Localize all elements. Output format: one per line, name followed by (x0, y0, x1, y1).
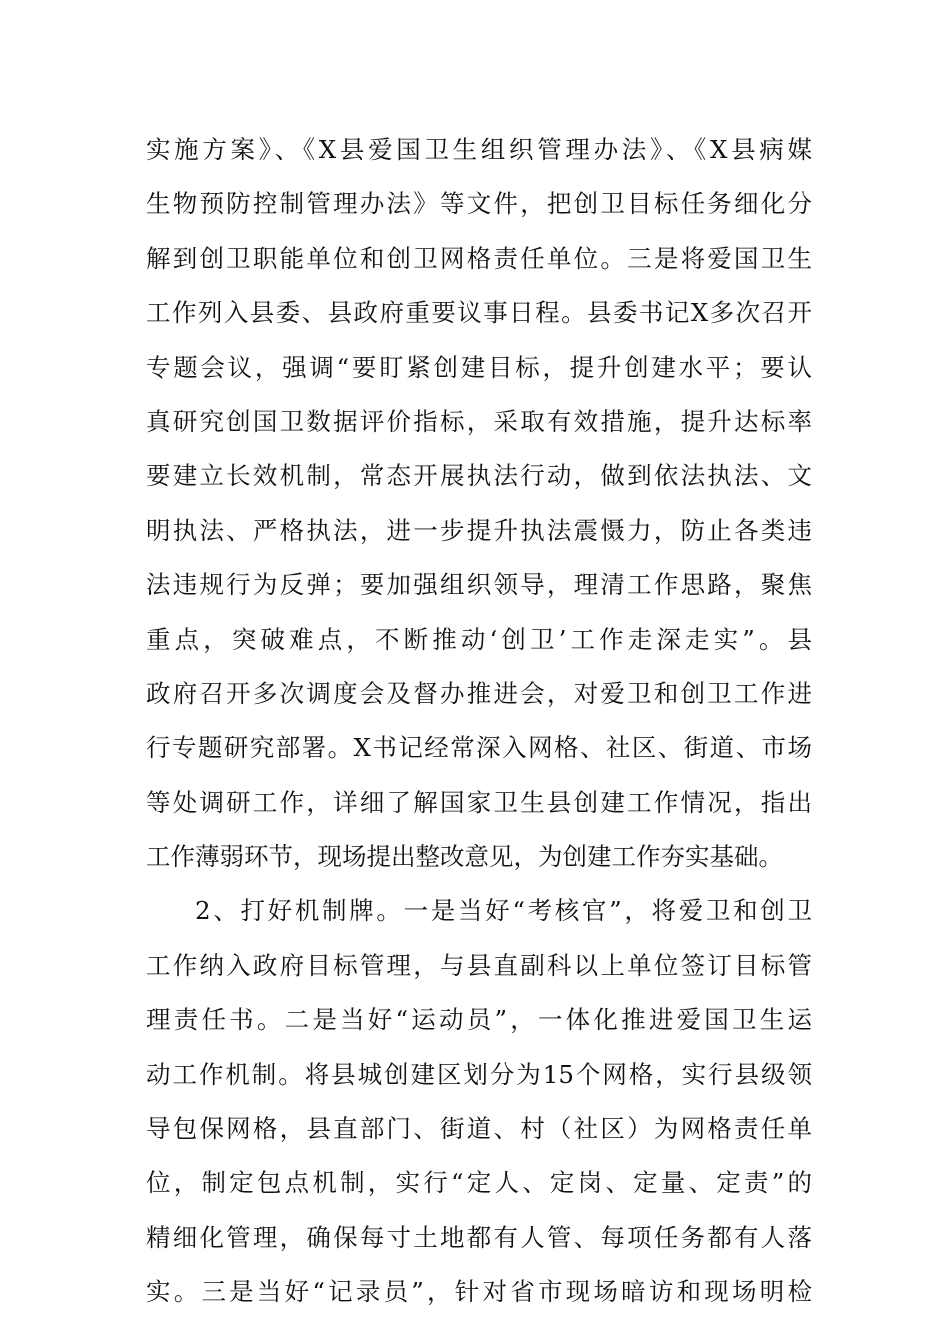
text-line: 精细化管理，确保每寸土地都有人管、每项任务都有人落 (146, 1222, 812, 1252)
text-line: 等处调研工作，详细了解国家卫生县创建工作情况，指出 (146, 787, 812, 817)
text-line: 实施方案》、《X县爱国卫生组织管理办法》、《X县病媒 (146, 135, 812, 164)
text-line: 工作列入县委、县政府重要议事日程。县委书记X多次召开 (146, 298, 812, 328)
text-line: 工作纳入政府目标管理，与县直副科以上单位签订目标管 (146, 950, 812, 980)
text-line: 政府召开多次调度会及督办推进会，对爱卫和创卫工作进 (146, 678, 812, 708)
text-line: 要建立长效机制，常态开展执法行动，做到依法执法、文 (146, 461, 812, 491)
text-line: 解到创卫职能单位和创卫网格责任单位。三是将爱国卫生 (146, 243, 812, 273)
text-line: 行专题研究部署。X书记经常深入网格、社区、街道、市场 (146, 733, 812, 763)
text-line: 法违规行为反弹；要加强组织领导，理清工作思路，聚焦 (146, 570, 812, 600)
text-line: 位，制定包点机制，实行“定人、定岗、定量、定责”的 (146, 1168, 812, 1198)
document-body (146, 123, 812, 1320)
text-line: 导包保网格，县直部门、街道、村（社区）为网格责任单 (146, 1114, 812, 1144)
text-line: 专题会议，强调“要盯紧创建目标，提升创建水平；要认 (146, 352, 812, 382)
text-line: 动工作机制。将县城创建区划分为15个网格，实行县级领 (146, 1059, 812, 1089)
paragraph-end-line: 工作薄弱环节，现场提出整改意见，为创建工作夯实基础。 (146, 842, 783, 872)
text-line: 重点，突破难点，不断推动‘创卫’工作走深走实”。县 (146, 624, 812, 654)
text-line: 理责任书。二是当好“运动员”，一体化推进爱国卫生运 (146, 1005, 812, 1035)
text-line: 明执法、严格执法，进一步提升执法震慑力，防止各类违 (146, 515, 812, 545)
text-line: 实。三是当好“记录员”，针对省市现场暗访和现场明检 (146, 1277, 812, 1307)
paragraph-start-line: 2、打好机制牌。一是当好“考核官”，将爱卫和创卫 (195, 896, 812, 926)
text-line: 生物预防控制管理办法》等文件，把创卫目标任务细化分 (146, 189, 812, 219)
text-line: 真研究创国卫数据评价指标，采取有效措施，提升达标率 (146, 406, 812, 436)
